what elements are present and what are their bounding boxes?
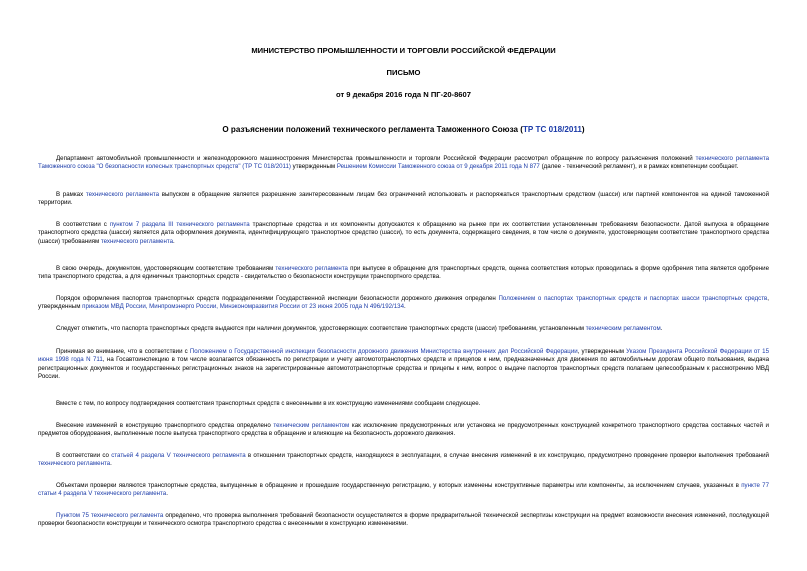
- document-subject: [0, 125, 807, 135]
- paragraph: [38, 422, 769, 439]
- paragraph-text: .: [173, 237, 175, 245]
- subject-suffix: ): [581, 125, 585, 134]
- paragraph-text: транспортные средства и их компоненты допускаются к обращению на рынке при их соответствии установленным требованиям безопасности. Датой выпуска в обращение транспортного средства (шасси) является дата оформления документа, идентифицирующего транспортное средство (шасси), то есть документа, содержащего сведения, в том числе о документе, удостоверяющем соответствие транспортного средства (шасси) требованиям: [38, 221, 769, 245]
- paragraph-text: Порядок оформления паспортов транспортных средств подразделениями Государственной инспекции безопасности дорожного движения определен: [56, 295, 499, 302]
- paragraph-text: Следует отметить, что паспорта транспортных средств выдаются при наличии документов, удостоверяющих соответствие транспортных средств (шасси) требованиям, установленным: [56, 325, 586, 332]
- paragraph-text: выпуском в обращение является разрешение заинтересованным лицам без ограничений использовать и распоряжаться транспортным средством (шасси) или партией компонентов на единой таможенной территории.: [38, 191, 769, 207]
- paragraph-text: (далее - технический регламент), и в рамках компетенции сообщает.: [539, 163, 739, 171]
- paragraph-text: Департамент автомобильной промышленности и железнодорожного машиностроения Министерства промышленности и торговли Российской Федерации рассмотрел обращение по вопросу разъяснения положений: [56, 155, 696, 162]
- paragraph-text: В соответствии с: [56, 221, 110, 228]
- document-link[interactable]: пунктом 7 раздела III технического регламента: [109, 221, 250, 228]
- document-link[interactable]: технического регламента: [38, 460, 111, 468]
- paragraph-text: .: [110, 460, 112, 468]
- document-type: ПИСЬМО: [386, 68, 421, 77]
- document-link[interactable]: статьей 4 раздела V технического регламента: [111, 452, 246, 459]
- subject-link[interactable]: ТР ТС 018/2011: [522, 125, 582, 134]
- paragraph: [38, 325, 769, 333]
- paragraph: [38, 348, 769, 381]
- paragraph: [38, 400, 769, 408]
- subject-prefix: О разъяснении положений технического регламента Таможенного Союза (: [222, 125, 523, 134]
- paragraph-text: при выпуске в обращение для транспортных средств, оценка соответствия которых проводилась в форме одобрения типа является одобрение типа транспортного средства, а для единичных транспортных средств - свидетельство о безопасности конструкции транспортного средства.: [38, 265, 769, 281]
- document-link[interactable]: техническим регламентом: [585, 325, 661, 332]
- document-link[interactable]: технического регламента: [100, 237, 174, 245]
- paragraph: [38, 295, 769, 312]
- document-link[interactable]: Указом Президента Российской Федерации от 15 июня 1998 года N 711: [38, 348, 769, 364]
- ministry-title: МИНИСТЕРСТВО ПРОМЫШЛЕННОСТИ И ТОРГОВЛИ РОССИЙСКОЙ ФЕДЕРАЦИИ: [251, 46, 556, 55]
- document-link[interactable]: Положением о Государственной инспекции безопасности дорожного движения Министерства внутренних дел Российской Федерации: [189, 348, 578, 355]
- paragraph: [38, 482, 769, 499]
- paragraph-text: .: [660, 325, 663, 332]
- paragraph: [38, 512, 769, 529]
- document-link[interactable]: технического регламента: [275, 265, 348, 272]
- document-link[interactable]: Положением о паспортах транспортных средств и паспортах шасси транспортных средств: [498, 295, 768, 302]
- paragraph: [38, 452, 769, 469]
- paragraph-text: в отношении транспортных средств, находящихся в эксплуатации, в случае внесения изменений в их конструкцию, предусмотрено проведение проверки выполнения требований: [245, 452, 769, 459]
- paragraph-text: определено, что проверка выполнения требований безопасности осуществляется в форме предварительной технической экспертизы конструкции на предмет возможности внесения изменений, последующей проверки безопасности конструкции и технического осмотра транспортного средства с внесенными в конструкцию изменениями.: [38, 512, 769, 528]
- document-link[interactable]: Пунктом 75 технического регламента: [56, 512, 164, 519]
- paragraph: [38, 191, 769, 208]
- paragraph: [38, 155, 769, 172]
- paragraph-text: Принимая во внимание, что в соответствии с: [56, 348, 190, 355]
- paragraph-text: В свою очередь, документом, удостоверяющим соответствие требованиям: [56, 265, 276, 272]
- paragraph-text: , утвержденным: [577, 348, 627, 355]
- paragraph-text: Внесение изменений в конструкцию транспортного средства определено: [56, 422, 274, 429]
- document-link[interactable]: пункте 77 статьи 4 раздела V технического регламента: [38, 482, 769, 498]
- document-link[interactable]: технического регламента: [85, 191, 160, 198]
- paragraph-text: как исключение предусмотренных или установка не предусмотренных конструкцией конкретного транспортного средства составных частей и предметов оборудования, выполненные после выпуска транспортного средства в обращение и влияющие на безопасность дорожного движения.: [38, 422, 769, 438]
- document-link[interactable]: техническим регламентом: [273, 422, 350, 429]
- paragraph-text: , на Госавтоинспекцию в том числе возлагается обязанность по регистрации и учету автомототранспортных средств и прицепов к ним, предназначенных для движения по автомобильным дорогам общего пользования, выдача регистрационных документов и государственных регистрационных знаков на зарегистрированные автомототранспортные средства и прицепы к ним, вопрос о выдаче паспортов транспортных средств полагаем целесообразным к рассмотрению МВД России.: [38, 356, 770, 380]
- paragraph-text: утвержденным: [290, 163, 337, 171]
- paragraph: [38, 221, 769, 246]
- paragraph-text: .: [404, 303, 406, 311]
- paragraph-text: Объектами проверки являются транспортные средства, выпущенные в обращение и прошедшие государственную регистрацию, у которых изменены конструктивные параметры или компоненты, за исключением случаев, указанных в: [56, 482, 742, 489]
- document-link[interactable]: Решением Комиссии Таможенного союза от 9 декабря 2011 года N 877: [336, 163, 540, 171]
- document-link[interactable]: приказом МВД России, Минпромэнерго России, Минэкономразвития России от 23 июня 2005 года N 496/192/134: [82, 303, 405, 311]
- document-date-number: от 9 декабря 2016 года N ПГ-20-8607: [336, 90, 471, 99]
- paragraph-text: .: [166, 490, 168, 498]
- paragraph-text: В рамках: [56, 191, 86, 198]
- paragraph-text: В соответствии со: [56, 452, 112, 459]
- paragraph-text: , утвержденным: [38, 295, 770, 311]
- document-link[interactable]: технического регламента Таможенного союза "О безопасности колесных транспортных средств" (ТР ТС 018/2011): [38, 155, 769, 171]
- paragraph: [38, 265, 769, 282]
- paragraph-text: Вместе с тем, по вопросу подтверждения соответствия транспортных средств с внесенными в их конструкцию изменениями сообщаем следующее.: [56, 400, 481, 407]
